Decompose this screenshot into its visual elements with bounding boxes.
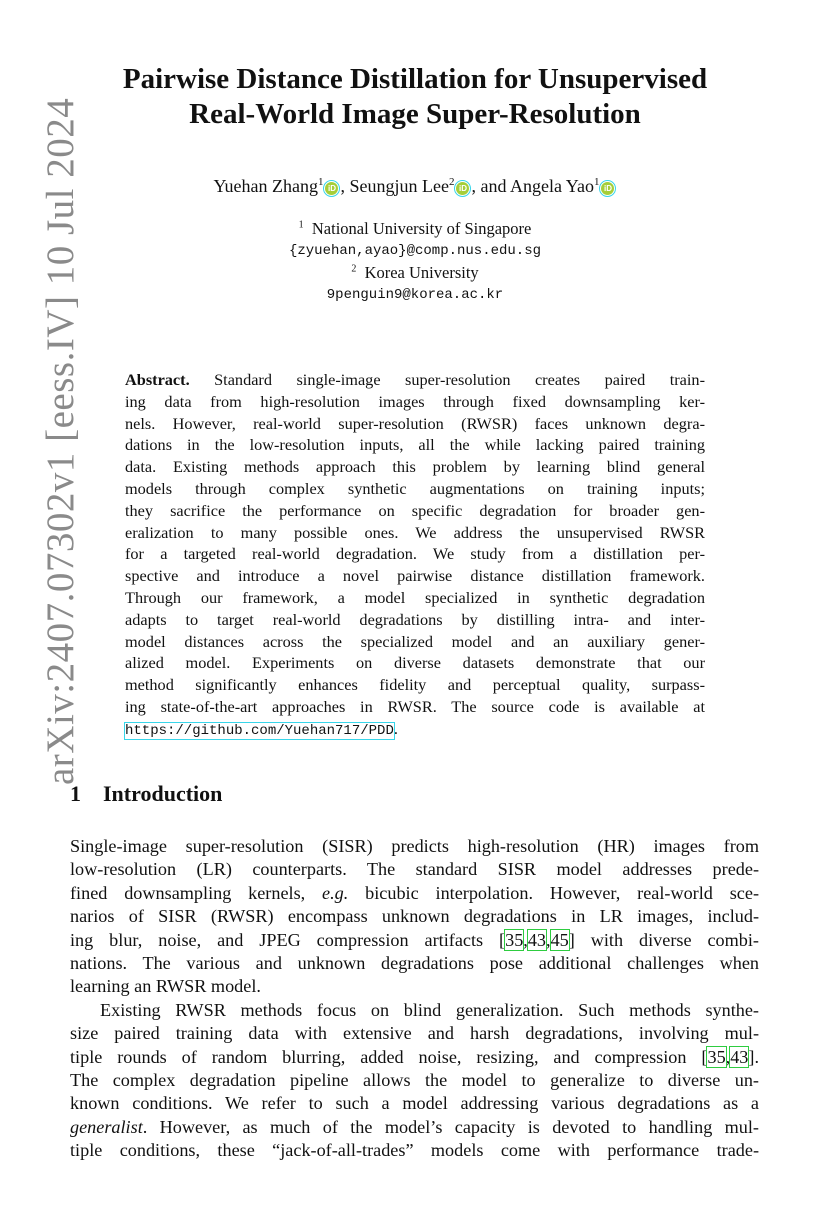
body-text: . bbox=[754, 1046, 759, 1067]
abstract-line: spective and introduce a novel pairwise distance distillation framework. bbox=[125, 566, 705, 586]
orcid-icon[interactable]: iD bbox=[325, 182, 338, 195]
code-link[interactable]: https://github.com/Yuehan717/PDD bbox=[125, 722, 394, 739]
body-text: bicubic interpolation. However, real-world sce- bbox=[348, 882, 759, 903]
body-text: . However, as much of the model’s capacity is devoted to handling mul- bbox=[142, 1116, 759, 1137]
body-line bbox=[70, 882, 759, 905]
abstract-line: ing state-of-the-art approaches in RWSR. The source code is available at bbox=[125, 696, 705, 716]
affiliation-2-name: Korea University bbox=[364, 263, 479, 282]
author-3: , and Angela Yao bbox=[471, 176, 594, 196]
author-1-affil: 1 bbox=[317, 176, 324, 188]
body-line: tiple conditions, these “jack-of-all-trades” models come with performance trade- bbox=[70, 1140, 759, 1161]
abstract-line bbox=[125, 718, 705, 740]
body-line: known conditions. We refer to such a model addressing various degradations as a bbox=[70, 1093, 759, 1114]
body-line: Single-image super-resolution (SISR) predicts high-resolution (HR) images from bbox=[70, 836, 759, 856]
abstract-line: nels. However, real-world super-resolution (RWSR) faces unknown degra- bbox=[125, 413, 705, 433]
abstract-line: for a targeted real-world degradation. We study from a distillation per- bbox=[125, 544, 705, 564]
abstract-label: Abstract. bbox=[125, 370, 190, 389]
author-3-affil: 1 bbox=[593, 176, 600, 188]
body-emphasis: generalist bbox=[70, 1116, 143, 1137]
body-line: Existing RWSR methods focus on blind generalization. Such methods synthe- bbox=[100, 999, 759, 1020]
body-text: with diverse combi- bbox=[574, 929, 759, 950]
body-line: low-resolution (LR) counterparts. The standard SISR model addresses prede- bbox=[70, 859, 759, 880]
body-line: The complex degradation pipeline allows the model to generalize to diverse un- bbox=[70, 1069, 759, 1090]
title-line-1: Pairwise Distance Distillation for Unsupervised bbox=[122, 63, 708, 95]
abstract-text: Standard single-image super-resolution creates paired train- bbox=[214, 370, 705, 389]
abstract-line: Through our framework, a model specialized in synthetic degradation bbox=[125, 587, 705, 607]
citation-link[interactable]: 35 bbox=[707, 1046, 726, 1067]
body-line: learning an RWSR model. bbox=[70, 976, 261, 997]
body-line: tiple rounds of random blurring, added noise, resizing, and compression [35,43]. bbox=[70, 1046, 759, 1067]
body-line: ing blur, noise, and JPEG compression artifacts [35,43,45] with diverse combi- bbox=[70, 929, 759, 950]
body-text: tiple rounds of random blurring, added noise, resizing, and compression bbox=[70, 1046, 702, 1067]
affiliation-1-number: 1 bbox=[298, 219, 304, 231]
abstract-line: they sacrifice the performance on specific degradation for broader gen- bbox=[125, 500, 705, 520]
abstract-line bbox=[125, 369, 705, 391]
citation-link[interactable]: 35 bbox=[505, 929, 524, 950]
affiliation-2-number: 2 bbox=[351, 263, 357, 275]
body-line: nations. The various and unknown degradations pose additional challenges when bbox=[70, 952, 759, 973]
author-list bbox=[60, 176, 770, 197]
orcid-icon[interactable]: iD bbox=[601, 182, 614, 195]
arxiv-stamp: arXiv:2407.07302v1 [eess.IV] 10 Jul 2024 bbox=[39, 97, 82, 785]
abstract-line: eralization to many possible ones. We address the unsupervised RWSR bbox=[125, 522, 705, 542]
orcid-icon[interactable]: iD bbox=[456, 182, 469, 195]
citation-link[interactable]: 43 bbox=[730, 1046, 749, 1067]
email-2: 9penguin9@korea.ac.kr bbox=[326, 287, 504, 303]
abstract-line: models through complex synthetic augmentations on training inputs; bbox=[125, 478, 705, 498]
affiliation-1 bbox=[60, 219, 770, 239]
author-2-affil: 2 bbox=[448, 176, 455, 188]
body-emphasis: e.g. bbox=[322, 882, 349, 903]
abstract-line: data. Existing methods approach this problem by learning blind general bbox=[125, 457, 705, 477]
abstract-line: ing data from high-resolution images through fixed downsampling ker- bbox=[125, 391, 705, 411]
section-heading bbox=[70, 781, 222, 807]
affiliation-1-name: National University of Singapore bbox=[311, 219, 532, 238]
body-text: ing blur, noise, and JPEG compression artifacts bbox=[70, 929, 500, 950]
abstract bbox=[125, 369, 705, 740]
author-1: Yuehan Zhang bbox=[213, 176, 318, 196]
section-number: 1 bbox=[70, 781, 81, 806]
abstract-line: adapts to target real-world degradations by distilling intra- and inter- bbox=[125, 609, 705, 629]
intro-body bbox=[70, 835, 759, 1162]
body-line bbox=[70, 1116, 759, 1139]
abstract-line: dations in the low-resolution inputs, all the while lacking paired training bbox=[125, 435, 705, 455]
email-1: {zyuehan,ayao}@comp.nus.edu.sg bbox=[288, 243, 542, 259]
affiliation-2 bbox=[60, 263, 770, 283]
citation-link[interactable]: 43 bbox=[527, 929, 547, 950]
title-line-2: Real-World Image Super-Resolution bbox=[189, 98, 641, 130]
abstract-period: . bbox=[393, 718, 398, 738]
author-2: , Seungjun Lee bbox=[340, 176, 449, 196]
abstract-line: model distances across the specialized model and an auxiliary gener- bbox=[125, 631, 705, 651]
abstract-line: alized model. Experiments on diverse datasets demonstrate that our bbox=[125, 653, 705, 673]
body-line: narios of SISR (RWSR) encompass unknown degradations in LR images, includ- bbox=[70, 906, 759, 927]
abstract-line: method significantly enhances fidelity and perceptual quality, surpass- bbox=[125, 675, 705, 695]
body-text: fined downsampling kernels, bbox=[70, 882, 323, 903]
paper-title bbox=[60, 62, 770, 132]
citation-link[interactable]: 45 bbox=[550, 929, 569, 950]
body-line: size paired training data with extensive and harsh degradations, involving mul- bbox=[70, 1023, 759, 1044]
section-title: Introduction bbox=[103, 781, 223, 806]
